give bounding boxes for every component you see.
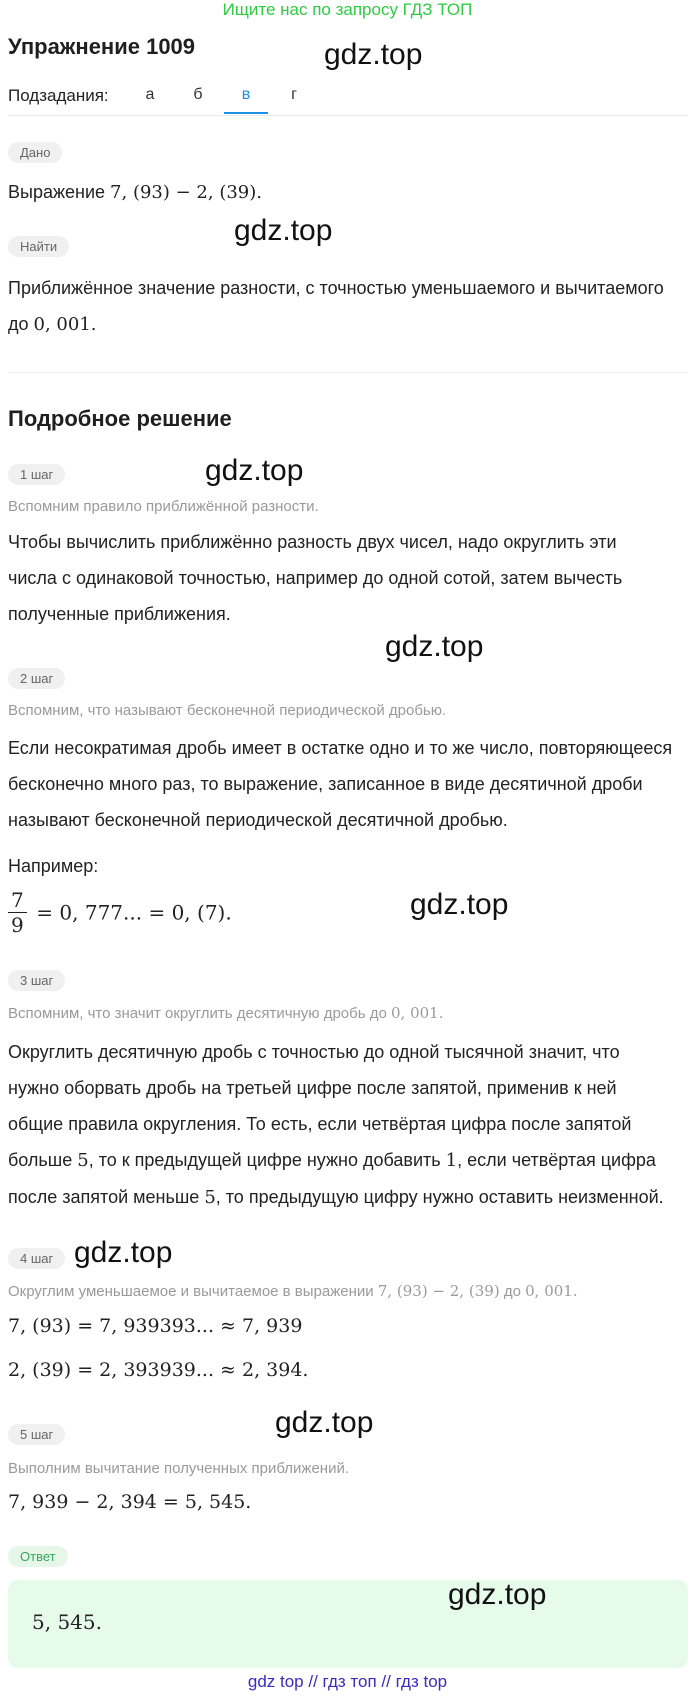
step-2-badge-wrap — [8, 668, 65, 689]
divider — [8, 372, 688, 373]
given-badge: Дано — [8, 142, 62, 163]
step-line: называют бесконечной периодической десятичной дробью. — [8, 810, 508, 830]
step-3-hint — [8, 1004, 688, 1022]
step-2-hint: Вспомним, что называют бесконечной периодической дробью. — [8, 702, 447, 719]
step-line: Если несократимая дробь имеет в остатке одно и то же число, повторяющееся — [8, 738, 673, 758]
step-badge: 3 шаг — [8, 970, 65, 991]
step-line: бесконечно много раз, то выражение, записанное в виде десятичной дроби — [8, 774, 643, 794]
text-part: , то к предыдущей цифре нужно добавить — [88, 1150, 441, 1170]
step-2-text — [8, 730, 688, 838]
example-expression — [8, 888, 232, 937]
fraction-denominator: 9 — [11, 913, 24, 937]
tab-subtask-b[interactable]: б — [193, 86, 203, 103]
math-part: 5 — [204, 1187, 216, 1208]
find-badge-wrap — [8, 236, 69, 257]
given-expression: 7, (93) − 2, (39). — [110, 182, 262, 203]
step-3-badge-wrap — [8, 970, 65, 991]
text-part: , то предыдущую цифру нужно оставить неизменной. — [215, 1187, 664, 1207]
step-badge: 1 шаг — [8, 464, 65, 485]
watermark: gdz.top — [410, 888, 509, 921]
step-1-badge-wrap — [8, 464, 65, 485]
watermark: gdz.top — [234, 214, 333, 247]
hint-text: до — [503, 1283, 521, 1300]
text-part: , если четвёртая цифра — [457, 1150, 656, 1170]
find-prefix: до — [8, 314, 29, 334]
fraction-numerator: 7 — [8, 888, 27, 913]
given-badge-wrap — [8, 142, 62, 163]
watermark: gdz.top — [324, 38, 423, 71]
find-line-1: Приближённое значение разности, с точностью уменьшаемого и вычитаемого — [8, 278, 664, 298]
step-line — [8, 1142, 688, 1179]
step-4-eq-2: 2, (39) = 2, 393939... ≈ 2, 394. — [8, 1359, 309, 1381]
hint-text: Вспомним, что значит округлить десятичную дробь до — [8, 1005, 387, 1022]
step-4-eq-1: 7, (93) = 7, 939393... ≈ 7, 939 — [8, 1315, 303, 1337]
math-part: 1 — [445, 1150, 458, 1171]
step-badge: 5 шаг — [8, 1424, 65, 1445]
step-1-text — [8, 524, 688, 632]
hint-math: 0, 001. — [391, 1004, 444, 1022]
find-line-2 — [8, 306, 688, 343]
footer-link[interactable]: гдз top — [395, 1672, 448, 1691]
hint-text: Округлим уменьшаемое и вычитаемое в выражении — [8, 1283, 374, 1300]
step-5-hint: Выполним вычитание полученных приближений. — [8, 1460, 350, 1477]
subtasks-label: Подзадания: — [8, 86, 109, 105]
subtasks-bar — [8, 84, 688, 116]
answer-value: 5, 545. — [32, 1610, 102, 1634]
step-5-eq: 7, 939 − 2, 394 = 5, 545. — [8, 1491, 252, 1513]
hint-math: 0, 001. — [525, 1282, 578, 1300]
step-line: Округлить десятичную дробь с точностью до одной тысячной значит, что — [8, 1042, 620, 1062]
step-4-badge-wrap — [8, 1248, 65, 1269]
watermark: gdz.top — [275, 1406, 374, 1439]
watermark: gdz.top — [205, 454, 304, 487]
page-title: Упражнение 1009 — [8, 34, 196, 59]
step-4-hint — [8, 1282, 688, 1300]
tab-subtask-v[interactable]: в — [224, 86, 268, 114]
answer-box — [8, 1580, 688, 1668]
solution-title: Подробное решение — [8, 406, 232, 431]
footer-link[interactable]: гдз топ — [322, 1672, 377, 1691]
tab-subtask-g[interactable]: г — [291, 86, 297, 103]
step-line: Чтобы вычислить приближённо разность двух чисел, надо округлить эти — [8, 532, 617, 552]
top-banner[interactable]: Ищите нас по запросу ГДЗ ТОП — [222, 0, 473, 19]
answer-badge-wrap — [8, 1546, 68, 1567]
fraction — [8, 888, 27, 937]
example-label: Например: — [8, 856, 99, 876]
given-label: Выражение — [8, 182, 106, 202]
step-3-text — [8, 1034, 688, 1216]
watermark: gdz.top — [385, 630, 484, 663]
footer-links — [0, 1672, 695, 1692]
example-rest: = 0, 777... = 0, (7). — [36, 900, 232, 925]
find-precision: 0, 001. — [33, 314, 97, 335]
given-text — [8, 174, 688, 211]
step-badge: 4 шаг — [8, 1248, 65, 1269]
footer-separator: // — [308, 1672, 318, 1691]
step-line — [8, 1179, 688, 1216]
step-line: числа с одинаковой точностью, например до одной сотой, затем вычесть — [8, 568, 623, 588]
answer-badge: Ответ — [8, 1546, 68, 1567]
footer-separator: // — [381, 1672, 391, 1691]
text-part: после запятой меньше — [8, 1187, 200, 1207]
footer-link[interactable]: gdz top — [247, 1672, 304, 1691]
step-line: общие правила округления. То есть, если четвёртая цифра после запятой — [8, 1114, 632, 1134]
find-text — [8, 270, 688, 343]
watermark: gdz.top — [448, 1578, 547, 1611]
hint-math: 7, (93) − 2, (39) — [377, 1282, 500, 1300]
math-part: 5 — [77, 1150, 89, 1171]
watermark: gdz.top — [74, 1236, 173, 1269]
find-badge: Найти — [8, 236, 69, 257]
step-badge: 2 шаг — [8, 668, 65, 689]
step-line: полученные приближения. — [8, 604, 231, 624]
step-line: нужно оборвать дробь на третьей цифре после запятой, применив к ней — [8, 1078, 617, 1098]
tab-subtask-a[interactable]: а — [145, 86, 155, 103]
step-5-badge-wrap — [8, 1424, 65, 1445]
step-1-hint: Вспомним правило приближённой разности. — [8, 498, 319, 515]
text-part: больше — [8, 1150, 73, 1170]
